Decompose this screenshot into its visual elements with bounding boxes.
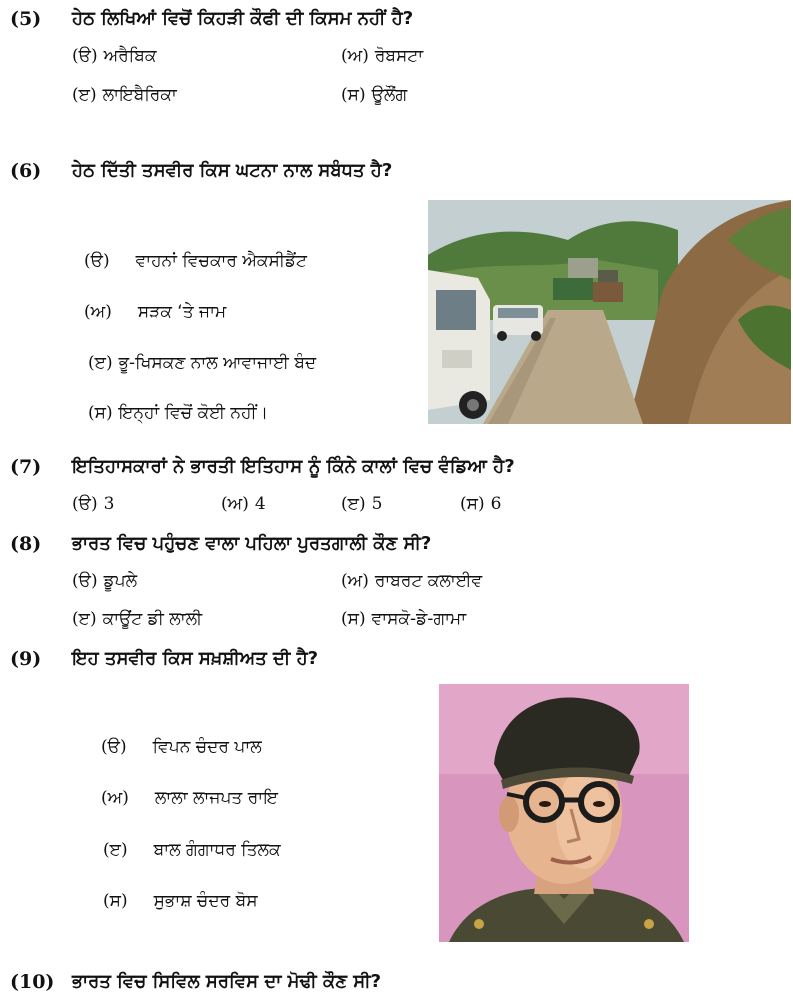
option-text: 4 xyxy=(254,494,266,514)
option-text: ਰੋਬਸਟਾ xyxy=(374,46,424,66)
option-a[interactable] xyxy=(101,737,262,757)
option-a[interactable] xyxy=(72,494,114,514)
question-number: (6) xyxy=(10,160,42,182)
option-text: ਵਿਪਨ ਚੰਦਰ ਪਾਲ xyxy=(152,737,262,757)
option-text: ਲਾਲਾ ਲਾਜਪਤ ਰਾਇ xyxy=(154,788,278,808)
option-b[interactable] xyxy=(101,788,278,808)
option-label: (ਸ) xyxy=(341,85,366,105)
option-label: (ਸ) xyxy=(103,891,128,911)
option-text: ਕਾਊਂਟ ਡੀ ਲਾਲੀ xyxy=(102,609,203,629)
question-text: ਇਹ ਤਸਵੀਰ ਕਿਸ ਸਖ਼ਸ਼ੀਅਤ ਦੀ ਹੈ? xyxy=(72,648,319,669)
option-label: (ੳ) xyxy=(72,494,98,514)
option-c[interactable] xyxy=(72,85,177,105)
option-b[interactable] xyxy=(341,571,482,591)
option-b[interactable] xyxy=(221,494,266,514)
option-text: ਡੂਪਲੇ xyxy=(103,571,138,591)
option-text: ਵਾਹਨਾਂ ਵਿਚਕਾਰ ਐਕਸੀਡੈਂਟ xyxy=(135,251,307,271)
option-d[interactable] xyxy=(341,609,466,629)
option-label: (ਸ) xyxy=(460,494,485,514)
option-label: (ਅ) xyxy=(341,571,369,591)
question-number: (8) xyxy=(10,533,42,555)
option-text: 6 xyxy=(490,494,502,514)
option-c[interactable] xyxy=(103,840,281,860)
landslide-photo xyxy=(428,200,791,424)
option-text: ਰਾਬਰਟ ਕਲਾਈਵ xyxy=(374,571,483,591)
option-text: ਇਨ੍ਹਾਂ ਵਿਚੋਂ ਕੋਈ ਨਹੀਂ। xyxy=(118,403,269,423)
option-label: (ਅ) xyxy=(341,46,369,66)
option-text: 3 xyxy=(103,494,115,514)
option-text: ਅਰੈਬਿਕ xyxy=(103,46,157,66)
question-text: ਇਤਿਹਾਸਕਾਰਾਂ ਨੇ ਭਾਰਤੀ ਇਤਿਹਾਸ ਨੂੰ ਕਿੰਨੇ ਕਾਲਾਂ ਵਿਚ ਵੰਡਿਆ ਹੈ? xyxy=(72,456,515,477)
option-text: ਸੜਕ ‘ਤੇ ਜਾਮ xyxy=(137,302,227,322)
question-number: (5) xyxy=(10,8,42,30)
option-a[interactable] xyxy=(84,251,307,271)
question-text: ਹੇਠ ਦਿੱਤੀ ਤਸਵੀਰ ਕਿਸ ਘਟਨਾ ਨਾਲ ਸਬੰਧਤ ਹੈ? xyxy=(72,160,393,181)
option-text: ਭੂ-ਖਿਸਕਣ ਨਾਲ ਆਵਾਜਾਈ ਬੰਦ xyxy=(118,353,317,373)
option-c[interactable] xyxy=(72,609,202,629)
option-a[interactable] xyxy=(72,571,137,591)
option-b[interactable] xyxy=(341,46,423,66)
option-label: (ੳ) xyxy=(101,737,127,757)
question-text: ਭਾਰਤ ਵਿਚ ਸਿਵਿਲ ਸਰਵਿਸ ਦਾ ਮੋਢੀ ਕੌਣ ਸੀ? xyxy=(72,971,382,992)
portrait-photo xyxy=(439,684,689,942)
option-label: (ਅ) xyxy=(84,302,112,322)
option-a[interactable] xyxy=(72,46,156,66)
option-d[interactable] xyxy=(88,403,268,423)
option-c[interactable] xyxy=(88,353,316,373)
question-number: (7) xyxy=(10,456,42,478)
option-label: (ੲ) xyxy=(72,609,97,629)
option-label: (ੲ) xyxy=(72,85,97,105)
option-label: (ੲ) xyxy=(103,840,128,860)
option-d[interactable] xyxy=(460,494,501,514)
option-label: (ੳ) xyxy=(72,571,98,591)
option-c[interactable] xyxy=(341,494,382,514)
option-label: (ੲ) xyxy=(88,353,113,373)
option-b[interactable] xyxy=(84,302,226,322)
option-label: (ੳ) xyxy=(84,251,110,271)
option-text: ਊਲੌਂਗ xyxy=(371,85,408,105)
option-d[interactable] xyxy=(103,891,258,911)
option-text: ਸੁਭਾਸ਼ ਚੰਦਰ ਬੋਸ xyxy=(153,891,258,911)
option-label: (ਸ) xyxy=(88,403,113,423)
option-label: (ਅ) xyxy=(221,494,249,514)
question-text: ਭਾਰਤ ਵਿਚ ਪਹੁੰਚਣ ਵਾਲਾ ਪਹਿਲਾ ਪੁਰਤਗਾਲੀ ਕੌਣ ਸੀ? xyxy=(72,533,432,554)
option-label: (ਸ) xyxy=(341,609,366,629)
question-number: (10) xyxy=(10,971,55,993)
question-number: (9) xyxy=(10,648,42,670)
question-text: ਹੇਠ ਲਿਖਿਆਂ ਵਿਚੋਂ ਕਿਹੜੀ ਕੌਫੀ ਦੀ ਕਿਸਮ ਨਹੀਂ ਹੈ? xyxy=(72,8,414,29)
option-label: (ਅ) xyxy=(101,788,129,808)
option-text: ਲਾਇਬੈਰਿਕਾ xyxy=(102,85,177,105)
option-text: ਵਾਸਕੋ-ਡੇ-ਗਾਮਾ xyxy=(371,609,467,629)
option-label: (ੲ) xyxy=(341,494,366,514)
option-text: 5 xyxy=(371,494,383,514)
option-label: (ੳ) xyxy=(72,46,98,66)
option-d[interactable] xyxy=(341,85,407,105)
option-text: ਬਾਲ ਗੰਗਾਧਰ ਤਿਲਕ xyxy=(153,840,281,860)
